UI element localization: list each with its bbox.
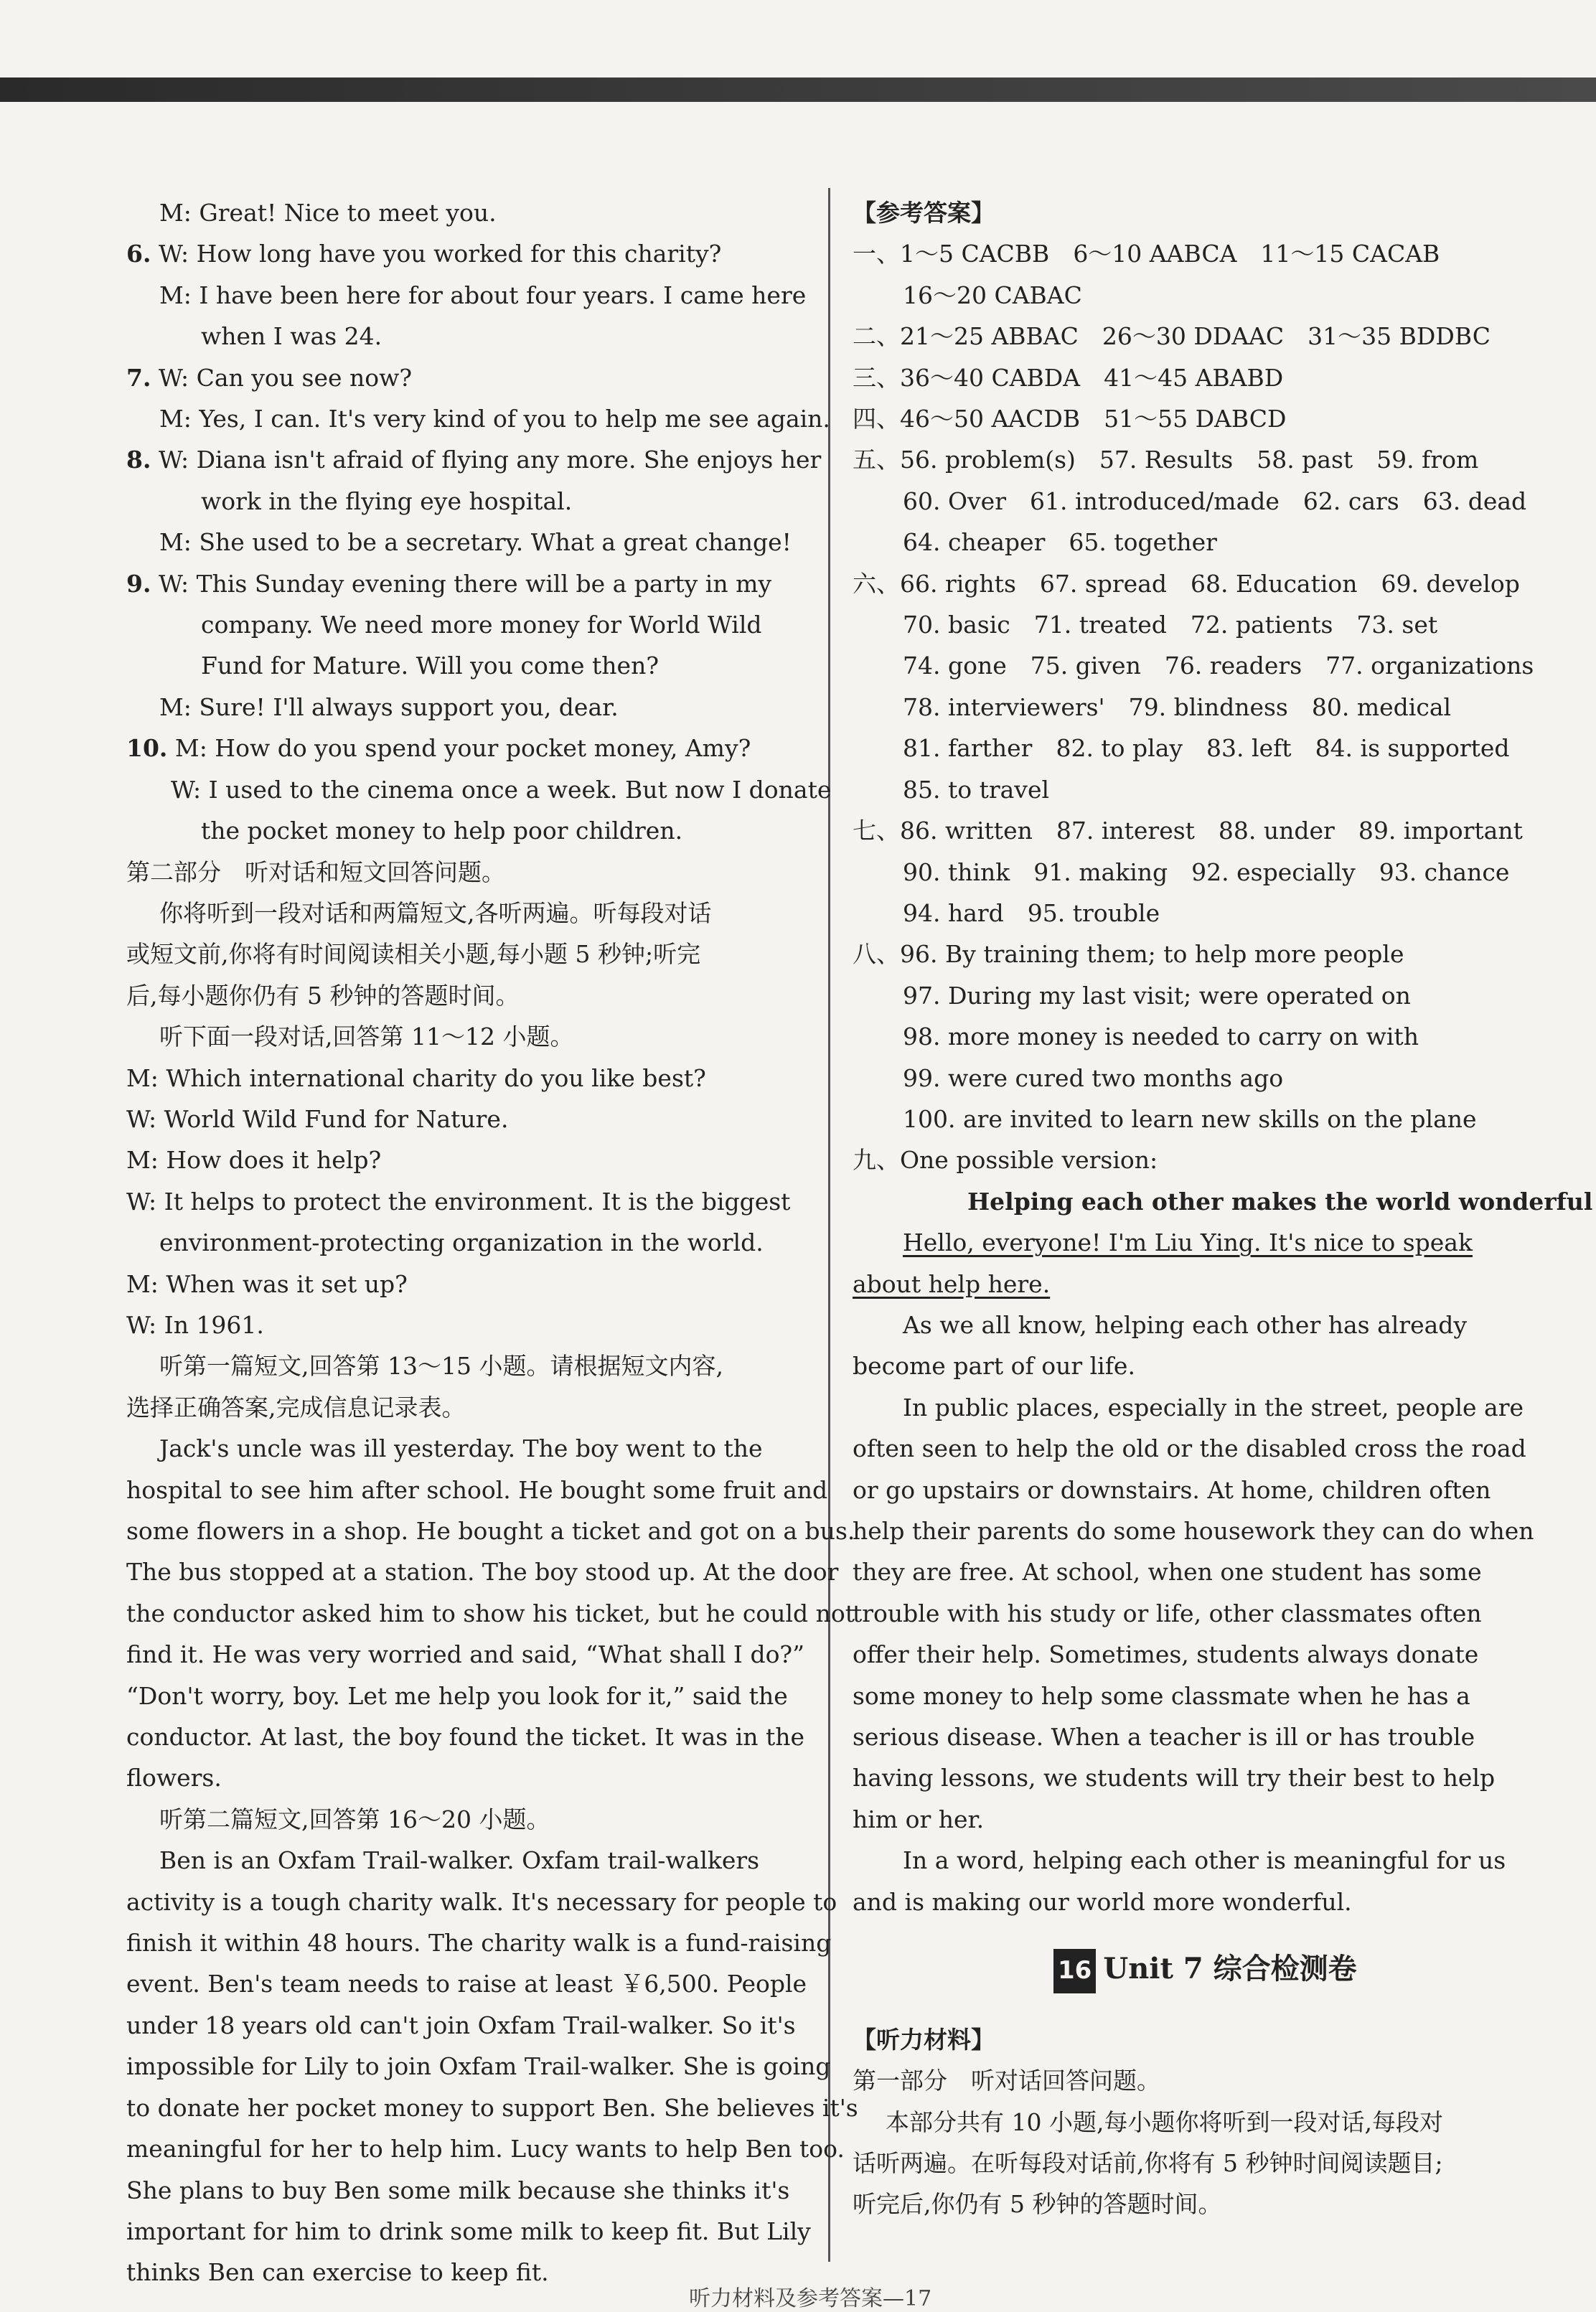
text-line (126, 1264, 801, 1305)
line-text: Fund for Mature. Will you come then? (201, 652, 659, 680)
text-line (853, 1676, 1527, 1716)
question-number: 7. (126, 363, 151, 392)
line-text: W: This Sunday evening there will be a party in my (151, 569, 772, 598)
text-line (853, 398, 1527, 439)
line-text: and is making our world more wonderful. (853, 1887, 1352, 1916)
text-line (853, 1840, 1527, 1881)
text-line (126, 2128, 845, 2169)
line-text: conductor. At last, the boy found the ticket. It was in the (126, 1723, 805, 1752)
line-text: activity is a tough charity walk. It's necessary for people to (126, 1887, 837, 1916)
text-line (126, 1634, 804, 1675)
text-line (853, 1551, 1527, 1592)
text-line (126, 275, 807, 316)
right-column (853, 192, 1593, 2225)
text-line (126, 1016, 801, 1057)
line-text: the pocket money to help poor children. (201, 817, 683, 845)
line-text: W: Diana isn't afraid of flying any more. She enjoys her (151, 446, 822, 474)
line-text: M: How do you spend your pocket money, Amy? (167, 734, 751, 763)
text-line (126, 439, 822, 480)
text-line (126, 2087, 858, 2128)
text-line (853, 2019, 1527, 2060)
text-line (853, 1470, 1527, 1510)
text-line (126, 398, 830, 439)
text-line (853, 522, 1527, 563)
text-line (126, 192, 801, 233)
text-line (853, 275, 1527, 316)
line-text: meaningful for her to help him. Lucy wants to help Ben too. (126, 2135, 845, 2163)
line-text: 74. gone 75. given 76. readers 77. organizations (903, 652, 1534, 680)
text-line (853, 2102, 1527, 2143)
unit-title-text: Unit 7 综合检测卷 (1103, 1952, 1357, 1986)
line-text: him or her. (853, 1805, 985, 1833)
text-line (126, 1305, 801, 1345)
line-text: environment-protecting organization in the world. (159, 1228, 764, 1257)
line-text: finish it within 48 hours. The charity walk is a fund-raising (126, 1929, 832, 1958)
text-line (126, 2211, 811, 2252)
text-line (853, 1757, 1527, 1798)
line-text: 99. were cured two months ago (903, 1063, 1284, 1092)
text-line (853, 1345, 1527, 1386)
line-text: W: I used to the cinema once a week. But now I donate (171, 775, 832, 804)
line-text: 二、21～25 ABBAC 26～30 DDAAC 31～35 BDDBC (853, 322, 1491, 351)
line-text: they are free. At school, when one student has some (853, 1558, 1482, 1587)
line-text: 听第二篇短文,回答第 16～20 小题。 (159, 1805, 550, 1833)
text-line (126, 1593, 855, 1634)
line-text: Ben is an Oxfam Trail-walker. Oxfam trail-walkers (159, 1846, 760, 1875)
text-line (853, 934, 1527, 974)
text-line (853, 357, 1527, 398)
text-line (853, 563, 1527, 604)
text-line (126, 1551, 839, 1592)
text-line (853, 1510, 1534, 1551)
text-line (126, 522, 801, 563)
line-text: 八、96. By training them; to help more people (853, 940, 1404, 969)
line-text: the conductor asked him to show his ticket, but he could not (126, 1599, 855, 1627)
text-line (126, 604, 801, 645)
text-line (853, 1716, 1527, 1757)
text-line (126, 1881, 837, 1922)
text-line (126, 1757, 801, 1798)
left-column (126, 192, 858, 2293)
line-text: 【听力材料】 (853, 2025, 995, 2054)
text-line (126, 357, 801, 398)
line-text: 你将听到一段对话和两篇短文,各听两遍。听每段对话 (159, 898, 712, 927)
line-text: work in the flying eye hospital. (201, 487, 573, 515)
line-text: or go upstairs or downstairs. At home, children often (853, 1475, 1491, 1504)
page-footer: 听力材料及参考答案—17 (689, 2286, 932, 2311)
text-line (853, 481, 1527, 522)
line-text: M: She used to be a secretary. What a great change! (159, 528, 792, 557)
line-text: 话听两遍。在听每段对话前,你将有 5 秒钟时间阅读题目; (853, 2148, 1443, 2177)
text-line (126, 1963, 807, 2004)
line-text: help their parents do some housework they can do when (853, 1517, 1534, 1545)
line-text: find it. He was very worried and said, “What shall I do?” (126, 1640, 804, 1669)
line-text: 【参考答案】 (853, 199, 995, 227)
text-line (853, 1881, 1527, 1922)
text-line (853, 1099, 1527, 1139)
text-line (853, 439, 1527, 480)
line-text: 64. cheaper 65. together (903, 528, 1217, 557)
text-line (126, 893, 801, 934)
question-number: 10. (126, 734, 168, 763)
line-text: She plans to buy Ben some milk because she thinks it's (126, 2176, 790, 2204)
text-line (126, 1716, 805, 1757)
line-text: 本部分共有 10 小题,每小题你将听到一段对话,每段对 (886, 2107, 1443, 2136)
text-line (126, 1922, 832, 1963)
answer-key-section (853, 192, 1593, 1922)
text-line (126, 1510, 855, 1551)
text-line (126, 1387, 801, 1428)
text-line (126, 1222, 801, 1263)
line-text: about help here. (853, 1269, 1051, 1298)
text-line (126, 2170, 801, 2211)
line-text: 五、56. problem(s) 57. Results 58. past 59. from (853, 446, 1479, 474)
line-text: M: Which international charity do you like best? (126, 1063, 706, 1092)
listening-material-section (853, 2019, 1527, 2225)
line-text: Helping each other makes the world wonderful (967, 1187, 1593, 1216)
text-line (126, 316, 801, 357)
text-line (126, 645, 801, 686)
text-line (126, 233, 801, 274)
line-text: when I was 24. (201, 322, 382, 351)
question-number: 8. (126, 446, 151, 474)
question-number: 9. (126, 569, 151, 598)
line-text: often seen to help the old or the disabled cross the road (853, 1434, 1526, 1463)
line-text: 97. During my last visit; were operated on (903, 981, 1411, 1010)
line-text: serious disease. When a teacher is ill or has trouble (853, 1723, 1475, 1752)
text-line (853, 192, 1527, 233)
line-text: 81. farther 82. to play 83. left 84. is supported (903, 734, 1510, 763)
text-line (853, 604, 1527, 645)
text-line (853, 1016, 1527, 1057)
line-text: 第二部分 听对话和短文回答问题。 (126, 857, 505, 886)
text-line (853, 1181, 1593, 1222)
text-line (126, 1099, 801, 1139)
line-text: offer their help. Sometimes, students always donate (853, 1640, 1479, 1669)
line-text: to donate her pocket money to support Ben. She believes it's (126, 2093, 858, 2122)
line-text: 听第一篇短文,回答第 13～15 小题。请根据短文内容, (159, 1352, 723, 1381)
line-text: 100. are invited to learn new skills on the plane (903, 1104, 1477, 1133)
line-text: 四、46～50 AACDB 51～55 DABCD (853, 405, 1287, 433)
text-line (853, 975, 1527, 1016)
text-line (853, 769, 1527, 810)
text-line (126, 563, 801, 604)
line-text: some flowers in a shop. He bought a ticket and got on a bus. (126, 1517, 855, 1545)
text-line (853, 1634, 1527, 1675)
text-line (853, 1593, 1527, 1634)
text-line (853, 2060, 1527, 2101)
line-text: M: Yes, I can. It's very kind of you to help me see again. (159, 405, 830, 433)
line-text: M: Sure! I'll always support you, dear. (159, 692, 619, 721)
text-line (126, 1428, 801, 1469)
line-text: W: In 1961. (126, 1310, 264, 1339)
text-line (853, 728, 1527, 769)
line-text: As we all know, helping each other has already (903, 1310, 1468, 1339)
text-line (853, 852, 1527, 893)
line-text: having lessons, we students will try their best to help (853, 1764, 1496, 1792)
text-line (853, 1428, 1527, 1469)
line-text: In a word, helping each other is meaningful for us (903, 1846, 1506, 1875)
unit-heading (853, 1948, 1527, 1993)
line-text: 78. interviewers' 79. blindness 80. medical (903, 692, 1452, 721)
text-line (853, 316, 1527, 357)
text-line (126, 769, 832, 810)
line-text: 94. hard 95. trouble (903, 898, 1160, 927)
line-text: 或短文前,你将有时间阅读相关小题,每小题 5 秒钟;听完 (126, 940, 701, 969)
text-line (126, 1345, 801, 1386)
text-line (126, 2046, 831, 2087)
text-line (853, 1264, 1527, 1305)
text-line (853, 645, 1534, 686)
line-text: 三、36～40 CABDA 41～45 ABABD (853, 363, 1284, 392)
text-line (126, 2005, 801, 2046)
text-line (126, 852, 801, 893)
line-text: 听完后,你仍有 5 秒钟的答题时间。 (853, 2190, 1222, 2219)
text-line (126, 728, 801, 769)
line-text: 98. more money is needed to carry on with (903, 1023, 1419, 1051)
line-text: W: How long have you worked for this charity? (151, 240, 722, 268)
text-line (126, 934, 801, 974)
line-text: 听下面一段对话,回答第 11～12 小题。 (159, 1023, 574, 1051)
line-text: 60. Over 61. introduced/made 62. cars 63. dead (903, 487, 1527, 515)
text-line (126, 687, 801, 728)
line-text: Hello, everyone! I'm Liu Ying. It's nice to speak (903, 1228, 1473, 1257)
top-decorative-bar (0, 77, 1596, 102)
line-text: become part of our life. (853, 1352, 1135, 1381)
line-text: 第一部分 听对话回答问题。 (853, 2067, 1160, 2095)
text-line (853, 1799, 1527, 1840)
text-line (126, 1799, 801, 1840)
line-text: Jack's uncle was ill yesterday. The boy went to the (159, 1434, 763, 1463)
line-text: “Don't worry, boy. Let me help you look for it,” said the (126, 1681, 788, 1710)
line-text: The bus stopped at a station. The boy stood up. At the door (126, 1558, 839, 1587)
line-text: M: How does it help? (126, 1146, 382, 1175)
text-line (126, 1181, 801, 1222)
line-text: flowers. (126, 1764, 222, 1792)
line-text: under 18 years old can't join Oxfam Trail-walker. So it's (126, 2011, 796, 2039)
text-line (126, 1058, 801, 1099)
text-line (126, 810, 801, 851)
text-line (126, 1676, 801, 1716)
line-text: W: It helps to protect the environment. It is the biggest (126, 1187, 791, 1216)
line-text: In public places, especially in the street, people are (903, 1393, 1524, 1421)
text-line (853, 1222, 1527, 1263)
text-line (126, 1139, 801, 1180)
text-line (853, 893, 1527, 934)
line-text: important for him to drink some milk to keep fit. But Lily (126, 2217, 811, 2245)
line-text: 选择正确答案,完成信息记录表。 (126, 1393, 466, 1421)
text-line (853, 1387, 1527, 1428)
line-text: 一、1～5 CACBB 6～10 AABCA 11～15 CACAB (853, 240, 1440, 268)
text-line (853, 687, 1527, 728)
line-text: trouble with his study or life, other classmates often (853, 1599, 1482, 1627)
line-text: 七、86. written 87. interest 88. under 89. important (853, 817, 1523, 845)
text-line (126, 975, 801, 1016)
line-text: hospital to see him after school. He bought some fruit and (126, 1475, 828, 1504)
line-text: W: World Wild Fund for Nature. (126, 1104, 509, 1133)
line-text: company. We need more money for World Wild (201, 611, 762, 639)
line-text: 70. basic 71. treated 72. patients 73. set (903, 611, 1438, 639)
question-number: 6. (126, 240, 151, 268)
line-text: 六、66. rights 67. spread 68. Education 69. develop (853, 569, 1520, 598)
line-text: W: Can you see now? (151, 363, 413, 392)
text-line (126, 1840, 801, 1881)
line-text: event. Ben's team needs to raise at least ￥6,500. People (126, 1970, 807, 1998)
line-text: 85. to travel (903, 775, 1050, 804)
line-text: M: Great! Nice to meet you. (159, 199, 497, 227)
line-text: thinks Ben can exercise to keep fit. (126, 2258, 549, 2287)
unit-number-badge: 16 (1053, 1949, 1096, 1993)
text-line (853, 2184, 1527, 2224)
text-line (853, 1058, 1527, 1099)
line-text: M: When was it set up? (126, 1269, 408, 1298)
text-line (853, 1139, 1527, 1180)
line-text: 90. think 91. making 92. especially 93. chance (903, 857, 1510, 886)
line-text: impossible for Lily to join Oxfam Trail-walker. She is going (126, 2052, 831, 2081)
line-text: 后,每小题你仍有 5 秒钟的答题时间。 (126, 981, 520, 1010)
line-text: 九、One possible version: (853, 1146, 1158, 1175)
line-text: 16～20 CABAC (903, 281, 1082, 309)
text-line (853, 2143, 1527, 2184)
line-text: M: I have been here for about four years. I came here (159, 281, 807, 309)
text-line (853, 1305, 1527, 1345)
text-line (126, 1470, 828, 1510)
text-line (853, 810, 1527, 851)
text-line (126, 481, 801, 522)
line-text: some money to help some classmate when he has a (853, 1681, 1470, 1710)
text-line (853, 233, 1527, 274)
